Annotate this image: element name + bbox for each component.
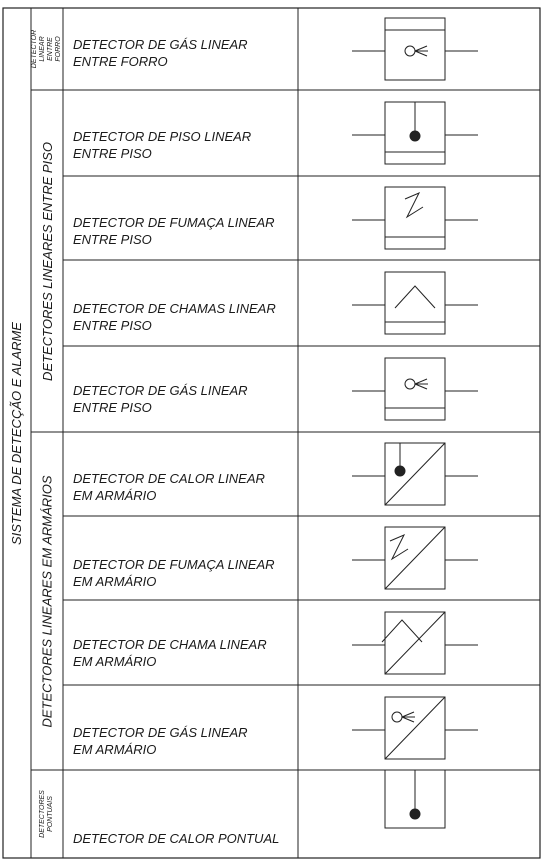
floor-detector-icon: [352, 102, 478, 164]
detector-name-line-1: DETECTOR DE FUMAÇA LINEAR: [73, 215, 275, 230]
detector-name: [73, 36, 248, 70]
gas-detector-icon: [352, 18, 478, 80]
detector-name-line-2: EM ARMÁRIO: [73, 742, 157, 757]
system-label-text: SISTEMA DE DETECÇÃO E ALARME: [8, 321, 24, 545]
group-label-armario: [31, 432, 63, 770]
detector-name-line-1: DETECTOR DE GÁS LINEAR: [73, 725, 248, 740]
system-label: [3, 8, 29, 858]
group-label-piso: [31, 90, 63, 432]
detector-name-line-1: DETECTOR DE CALOR PONTUAL: [73, 831, 280, 846]
detector-name: [73, 128, 251, 162]
detector-name-line-2: ENTRE PISO: [73, 400, 152, 415]
detector-name: [73, 214, 275, 248]
detector-name: [73, 830, 279, 847]
detector-name: [73, 470, 265, 504]
detector-name-line-2: ENTRE PISO: [73, 232, 152, 247]
gas-detector-icon: [352, 358, 478, 420]
detector-name: [73, 382, 248, 416]
detector-name-line-1: DETECTOR DE PISO LINEAR: [73, 129, 252, 144]
group-label-forro: [31, 8, 63, 90]
group-label-armario-text: DETECTORES LINEARES EM ARMÁRIOS: [39, 474, 55, 728]
detector-name-line-2: ENTRE PISO: [73, 318, 152, 333]
group-label-forro-text: DETECTOR LINEAR ENTRE FORRO: [31, 29, 62, 69]
spot-heat-detector-icon: [385, 770, 445, 828]
detector-name-line-2: EM ARMÁRIO: [73, 654, 157, 669]
detector-name: [73, 636, 267, 670]
detector-name: [73, 300, 276, 334]
detector-name: [73, 724, 248, 758]
heat-detector-icon: [352, 443, 478, 505]
detector-name-line-2: EM ARMÁRIO: [73, 574, 157, 589]
group-label-pontuais: [31, 770, 63, 858]
detector-name-line-2: ENTRE PISO: [73, 146, 152, 161]
detector-name-line-1: DETECTOR DE CHAMAS LINEAR: [73, 301, 276, 316]
smoke-detector-icon: [352, 187, 478, 249]
gas-detector-icon: [352, 697, 478, 759]
smoke-detector-icon: [352, 527, 478, 589]
detector-name-line-1: DETECTOR DE CALOR LINEAR: [73, 471, 265, 486]
detector-name-line-1: DETECTOR DE GÁS LINEAR: [73, 37, 248, 52]
detector-name-line-2: EM ARMÁRIO: [73, 488, 157, 503]
detector-name-line-2: ENTRE FORRO: [73, 54, 168, 69]
group-label-piso-text: DETECTORES LINEARES ENTRE PISO: [39, 141, 55, 381]
group-label-pontuais-text: DETECTORES PONTUAIS: [39, 790, 54, 838]
detector-name: [73, 556, 275, 590]
detector-name-line-1: DETECTOR DE CHAMA LINEAR: [73, 637, 267, 652]
flame-detector-icon: [352, 272, 478, 334]
detector-name-line-1: DETECTOR DE FUMAÇA LINEAR: [73, 557, 275, 572]
detector-name-line-1: DETECTOR DE GÁS LINEAR: [73, 383, 248, 398]
flame-detector-icon: [352, 612, 478, 674]
